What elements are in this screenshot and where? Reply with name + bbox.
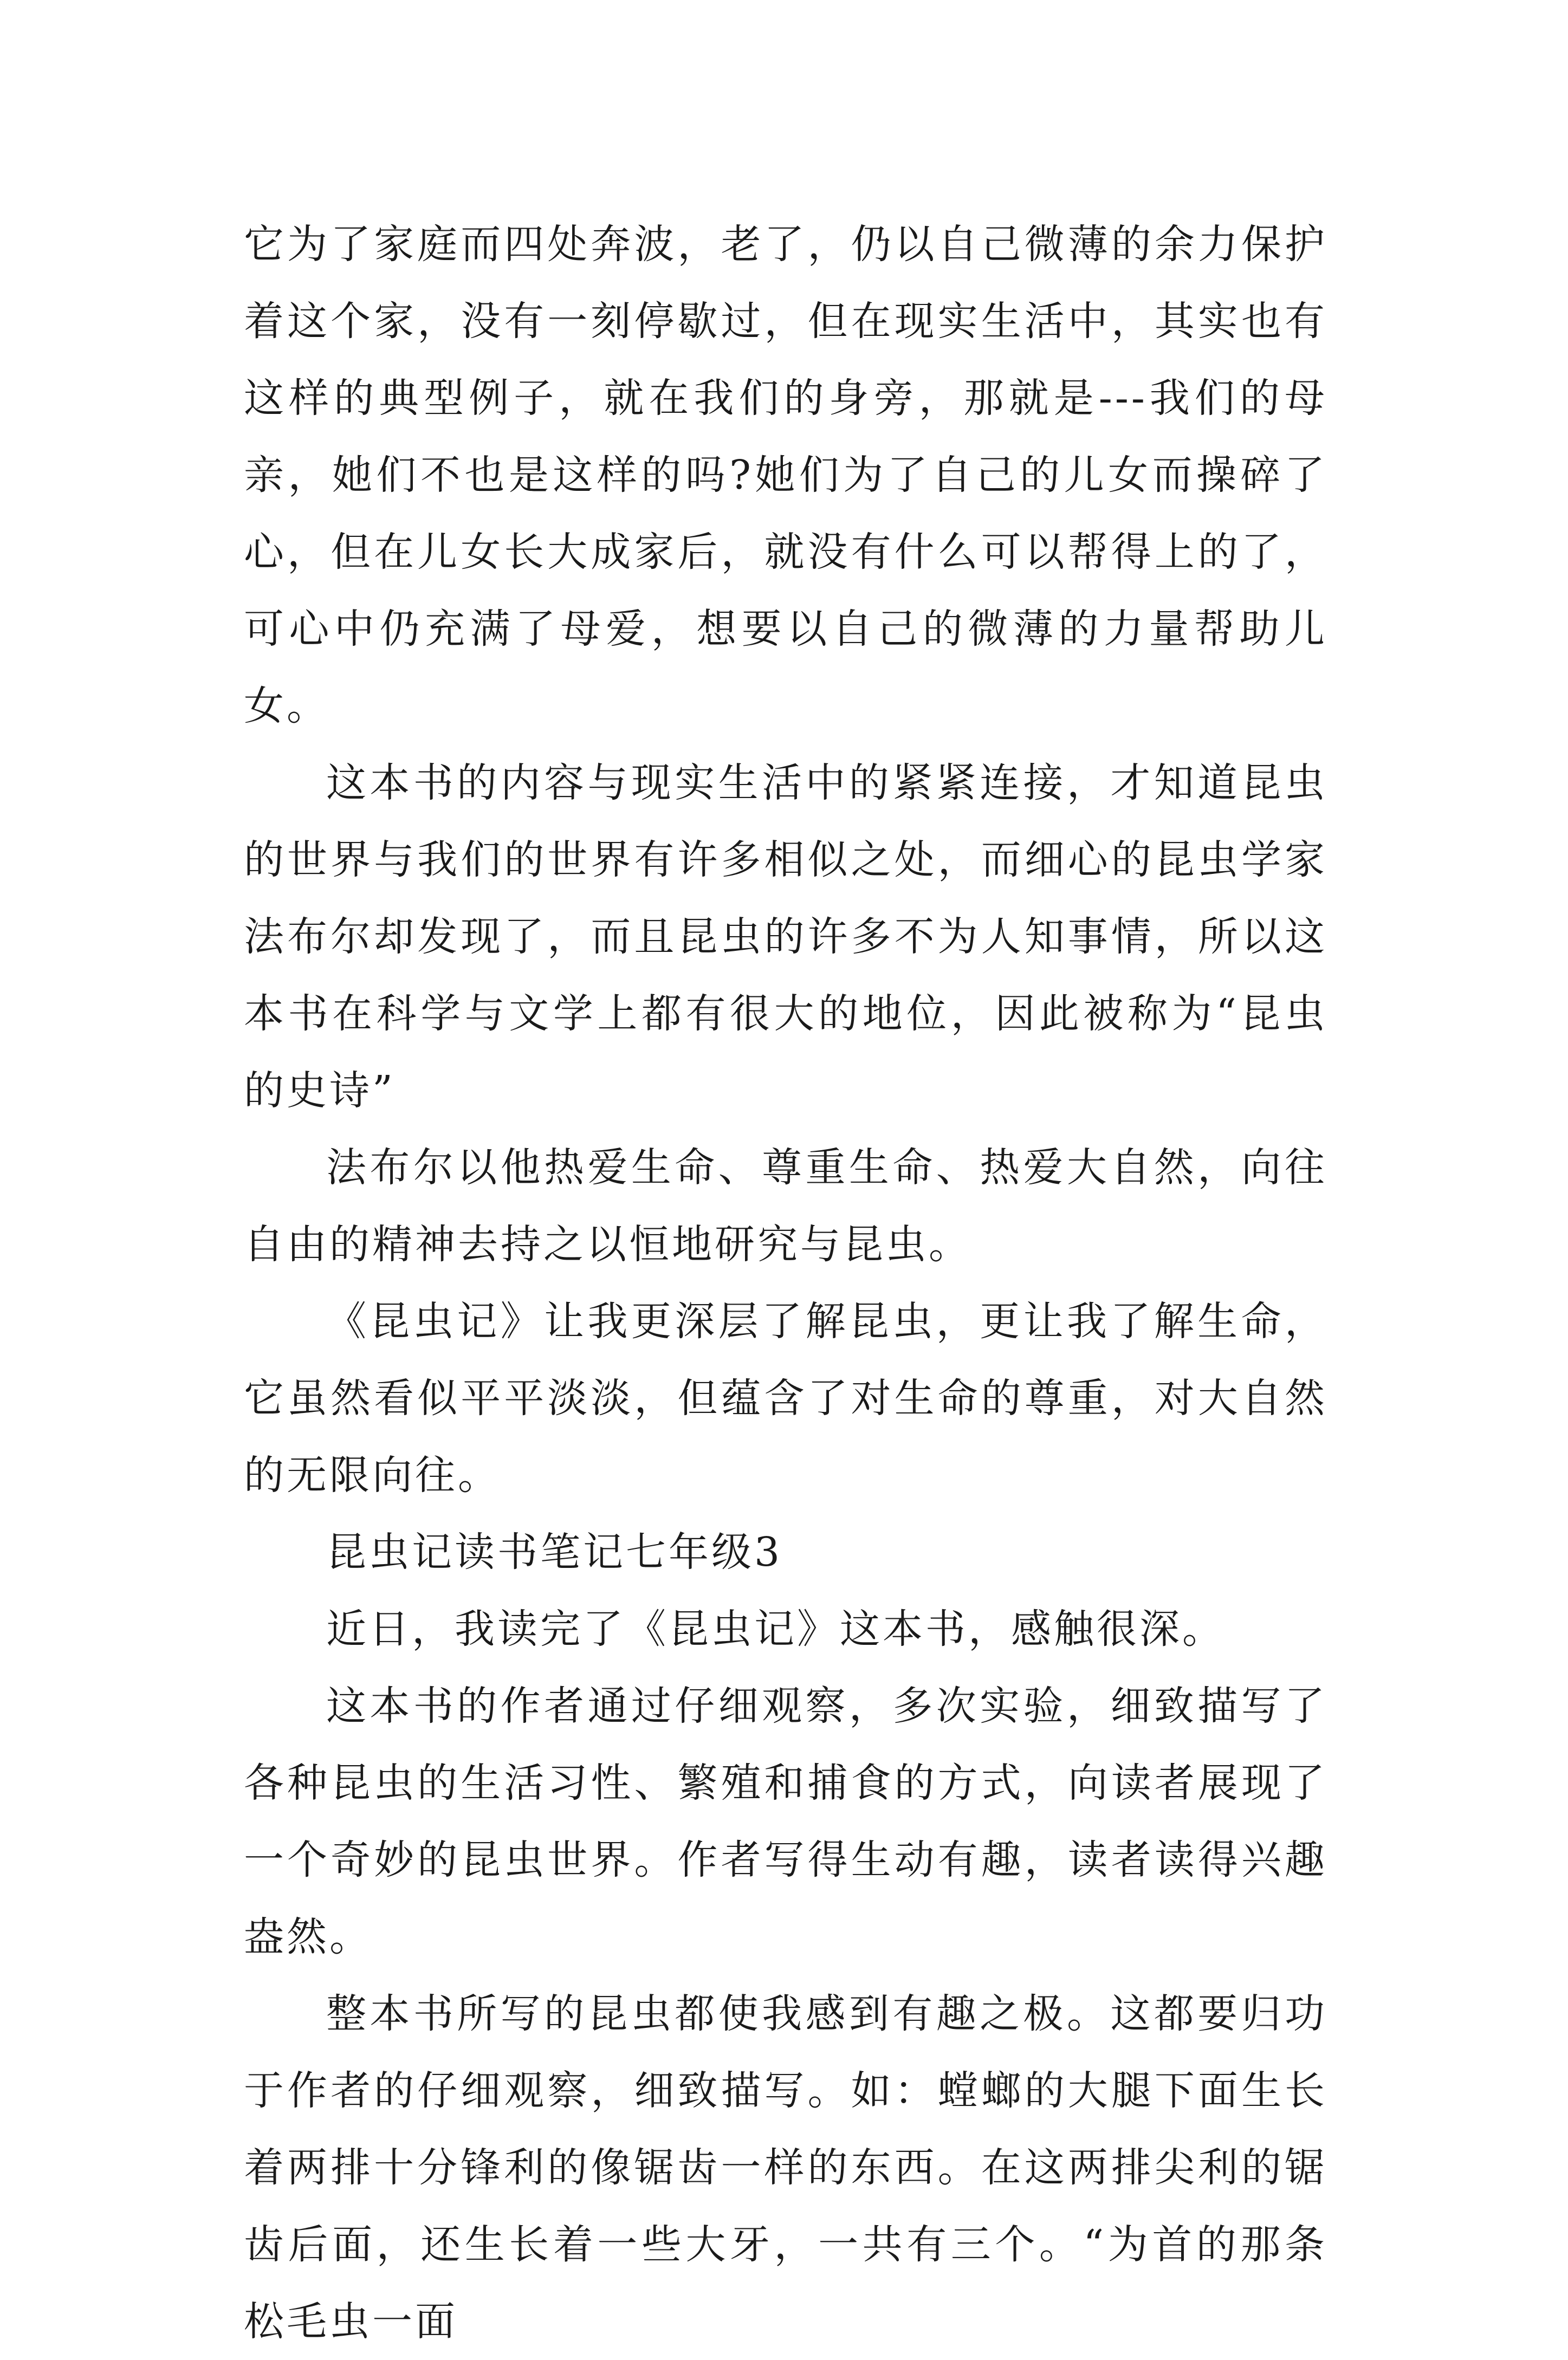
section-heading: 昆虫记读书笔记七年级3: [326, 1529, 783, 1576]
paragraph: 这本书的作者通过仔细观察，多次实验，细致描写了各种昆虫的生活习性、繁殖和捕食的方式，向读者展现了一个奇妙的昆虫世界。作者写得生动有趣，读者读得兴趣盎然。: [244, 1683, 1327, 1960]
paragraph: 近日，我读完了《昆虫记》这本书，感触很深。: [326, 1606, 1225, 1652]
paragraph: 整本书所写的昆虫都使我感到有趣之极。这都要归功于作者的仔细观察，细致描写。如：螳螂的大腿下面生长着两排十分锋利的像锯齿一样的东西。在这两排尖利的锯齿后面，还生长着一些大牙，一共有三个。“为首的那条松毛虫一面: [244, 1991, 1327, 2345]
paragraph: 《昆虫记》让我更深层了解昆虫，更让我了解生命，它虽然看似平平淡淡，但蕴含了对生命的尊重，对大自然的无限向往。: [244, 1298, 1327, 1499]
paragraph: 法布尔以他热爱生命、尊重生命、热爱大自然，向往自由的精神去持之以恒地研究与昆虫。: [244, 1144, 1327, 1268]
document-body: [244, 206, 1327, 2360]
paragraph-continuation: 它为了家庭而四处奔波，老了，仍以自己微薄的余力保护着这个家，没有一刻停歇过，但在现实生活中，其实也有这样的典型例子，就在我们的身旁，那就是---我们的母亲，她们不也是这样的吗?她们为了自己的儿女而操碎了心，但在儿女长大成家后，就没有什么可以帮得上的了，可心中仍充满了母爱，想要以自己的微薄的力量帮助儿女。: [244, 221, 1327, 729]
paragraph: 这本书的内容与现实生活中的紧紧连接，才知道昆虫的世界与我们的世界有许多相似之处，而细心的昆虫学家法布尔却发现了，而且昆虫的许多不为人知事情，所以这本书在科学与文学上都有很大的地位，因此被称为“昆虫的史诗”: [244, 760, 1327, 1114]
